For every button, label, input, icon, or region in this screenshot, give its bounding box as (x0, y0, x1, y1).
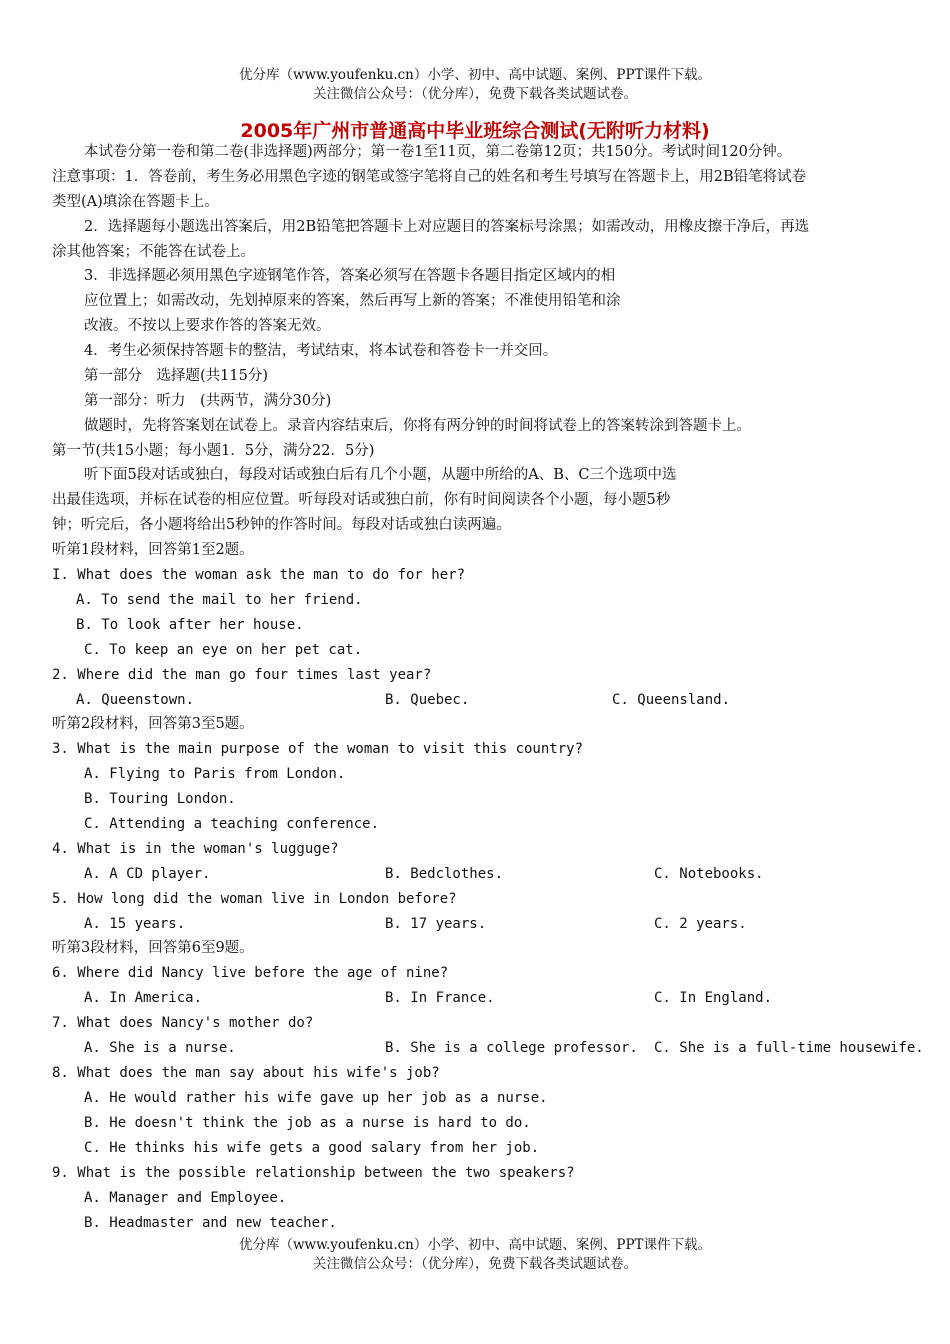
option: A. He would rather his wife gave up her job as a nurse. (84, 1090, 548, 1106)
part-heading: 第一部分 选择题(共115分) (84, 368, 268, 384)
question-stem: 4. What is in the woman's lugguge? (52, 841, 339, 857)
footer-line-1: 优分库（www.youfenku.cn）小学、初中、高中试题、案例、PPT课件下载。 (238, 1237, 712, 1253)
intro-line: 应位置上；如需改动，先划掉原来的答案，然后再写上新的答案；不准使用铅笔和涂 (84, 293, 621, 309)
intro-line: 类型(A)填涂在答题卡上。 (52, 194, 219, 210)
option: C. 2 years. (654, 916, 747, 932)
option: A. Queenstown. (76, 692, 195, 708)
section-heading: 第一节(共15小题；每小题1．5分，满分22．5分) (52, 443, 375, 459)
question-stem: 3. What is the main purpose of the woman to visit this country? (52, 741, 584, 757)
intro-line: 做题时，先将答案划在试卷上。录音内容结束后，你将有两分钟的时间将试卷上的答案转涂到答题卡上。 (84, 418, 751, 434)
intro-line: 2．选择题每小题选出答案后，用2B铅笔把答题卡上对应题目的答案标号涂黑；如需改动，用橡皮擦干净后，再选 (84, 219, 810, 235)
header-line-1: 优分库（www.youfenku.cn）小学、初中、高中试题、案例、PPT课件下载。 (238, 67, 712, 83)
question-stem: 5. How long did the woman live in London before? (52, 891, 457, 907)
exam-title: 2005年广州市普通高中毕业班综合测试(无附听力材料) (240, 120, 710, 142)
option: B. Bedclothes. (385, 866, 504, 882)
option: C. Notebooks. (654, 866, 764, 882)
intro-line: 出最佳选项，并标在试卷的相应位置。听每段对话或独白前，你有时间阅读各个小题，每小题5秒 (52, 492, 671, 508)
question-stem: 9. What is the possible relationship between the two speakers? (52, 1165, 575, 1181)
intro-line: 改液。不按以上要求作答的答案无效。 (84, 318, 331, 334)
question-stem: I. What does the woman ask the man to do for her? (52, 567, 466, 583)
intro-line: 3．非选择题必须用黑色字迹钢笔作答，答案必须写在答题卡各题目指定区域内的相 (84, 268, 616, 284)
option: A. Flying to Paris from London. (84, 766, 346, 782)
option: C. Queensland. (612, 692, 731, 708)
option: C. In England. (654, 990, 773, 1006)
footer-line-2: 关注微信公众号：（优分库），免费下载各类试题试卷。 (313, 1256, 637, 1272)
option: A. Manager and Employee. (84, 1190, 287, 1206)
option: B. Headmaster and new teacher. (84, 1215, 337, 1231)
option: A. In America. (84, 990, 203, 1006)
option: B. She is a college professor. (385, 1040, 638, 1056)
intro-line: 4．考生必须保持答题卡的整洁，考试结束，将本试卷和答卷卡一并交回。 (84, 343, 558, 359)
intro-line: 本试卷分第一卷和第二卷(非选择题)两部分；第一卷1至11页，第二卷第12页；共150分。考试时间120分钟。 (84, 144, 792, 160)
option: A. A CD player. (84, 866, 211, 882)
section-heading: 听第1段材料，回答第1至2题。 (52, 542, 254, 558)
question-stem: 7. What does Nancy's mother do? (52, 1015, 314, 1031)
header-line-2: 关注微信公众号：（优分库），免费下载各类试题试卷。 (313, 86, 637, 102)
question-stem: 6. Where did Nancy live before the age of nine? (52, 965, 449, 981)
question-stem: 8. What does the man say about his wife's job? (52, 1065, 440, 1081)
option: C. She is a full-time housewife. (654, 1040, 924, 1056)
intro-line: 涂其他答案；不能答在试卷上。 (52, 244, 255, 260)
section-heading: 听第2段材料，回答第3至5题。 (52, 716, 254, 732)
option: C. To keep an eye on her pet cat. (84, 642, 363, 658)
intro-line: 听下面5段对话或独白，每段对话或独白后有几个小题，从题中所给的A、B、C三个选项中选 (84, 467, 677, 483)
option: B. In France. (385, 990, 495, 1006)
question-stem: 2. Where did the man go four times last year? (52, 667, 432, 683)
option: A. To send the mail to her friend. (76, 592, 363, 608)
option: B. Touring London. (84, 791, 236, 807)
intro-line: 注意事项：1．答卷前，考生务必用黑色字迹的钢笔或签字笔将自己的姓名和考生号填写在答题卡上，用2B铅笔将试卷 (52, 169, 807, 185)
option: B. 17 years. (385, 916, 487, 932)
option: B. To look after her house. (76, 617, 304, 633)
option: B. He doesn't think the job as a nurse is hard to do. (84, 1115, 531, 1131)
intro-line: 钟；听完后，各小题将给出5秒钟的作答时间。每段对话或独白读两遍。 (52, 517, 511, 533)
option: C. Attending a teaching conference. (84, 816, 380, 832)
option: C. He thinks his wife gets a good salary from her job. (84, 1140, 540, 1156)
option: B. Quebec. (385, 692, 470, 708)
part-heading: 第一部分：听力 (共两节，满分30分) (84, 393, 332, 409)
option: A. 15 years. (84, 916, 186, 932)
option: A. She is a nurse. (84, 1040, 236, 1056)
section-heading: 听第3段材料，回答第6至9题。 (52, 940, 254, 956)
